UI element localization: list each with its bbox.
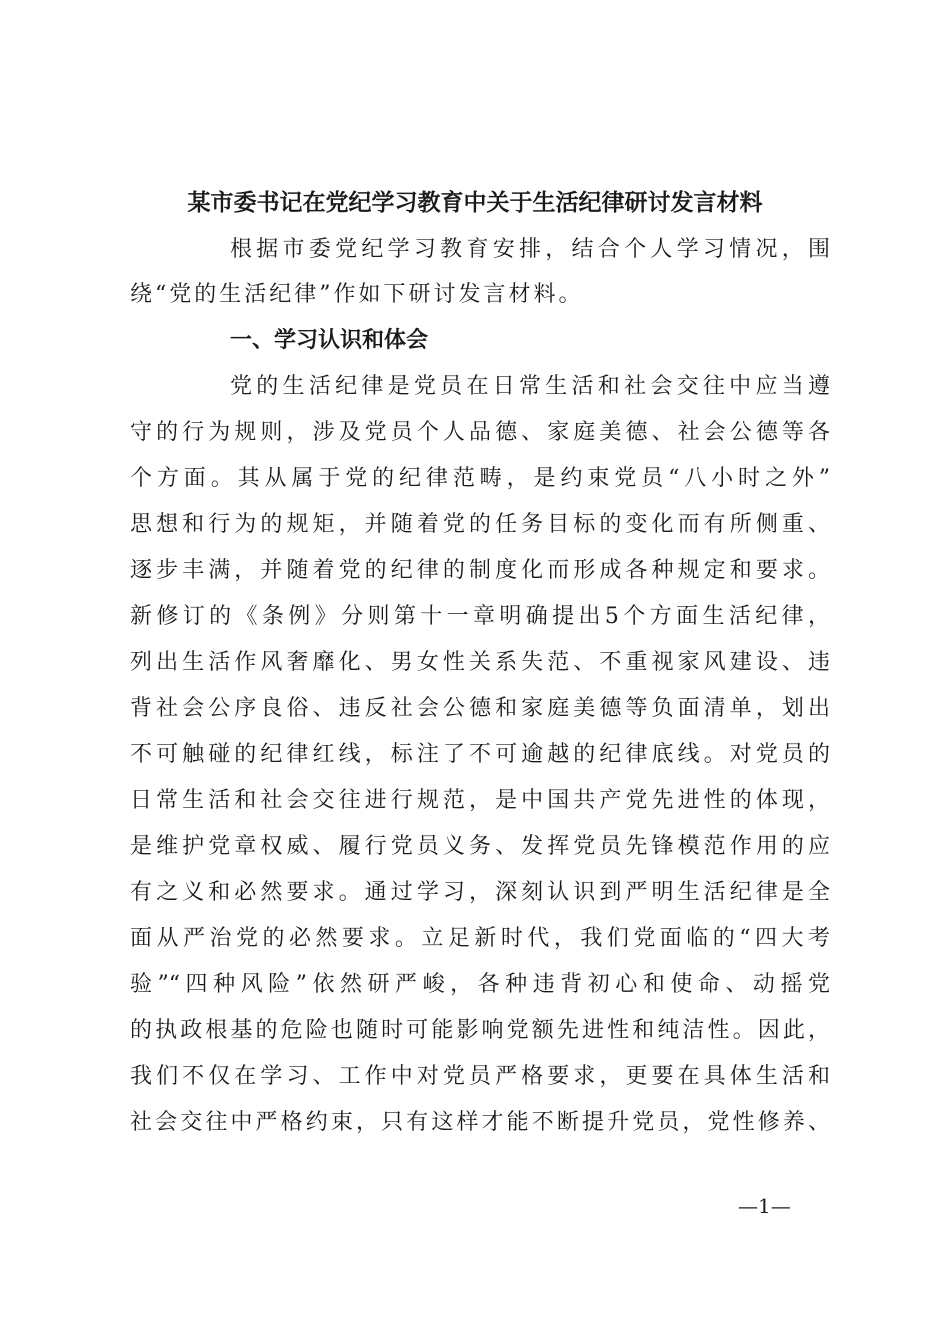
body-line: 不可触碰的纪律红线，标注了不可逾越的纪律底线。对党员的 — [130, 742, 830, 767]
body-line: 验”“四种风险”依然研严峻，各种违背初心和使命、动摇党 — [130, 972, 830, 997]
body-line: 守的行为规则，涉及党员个人品德、家庭美德、社会公德等各 — [130, 420, 830, 445]
intro-line: 根据市委党纪学习教育安排，结合个人学习情况，围 — [230, 237, 830, 262]
body-line: 是维护党章权威、履行党员义务、发挥党员先锋模范作用的应 — [130, 834, 830, 859]
body-line: 逐步丰满，并随着党的纪律的制度化而形成各种规定和要求。 — [130, 558, 830, 583]
body-line: 思想和行为的规矩，并随着党的任务目标的变化而有所侧重、 — [130, 512, 830, 537]
document-title: 某市委书记在党纪学习教育中关于生活纪律研讨发言材料 — [187, 189, 763, 216]
section-heading: 一、学习认识和体会 — [230, 328, 429, 353]
body-line: 我们不仅在学习、工作中对党员严格要求，更要在具体生活和 — [130, 1064, 830, 1089]
body-line: 面从严治党的必然要求。立足新时代，我们党面临的“四大考 — [130, 926, 830, 951]
body-line: 社会交往中严格约束，只有这样才能不断提升党员，党性修养、 — [130, 1110, 830, 1135]
intro-line: 绕“党的生活纪律”作如下研讨发言材料。 — [130, 282, 584, 307]
body-line: 的执政根基的危险也随时可能影响党额先进性和纯洁性。因此， — [130, 1018, 830, 1043]
body-line: 列出生活作风奢靡化、男女性关系失范、不重视家风建设、违 — [130, 650, 830, 675]
body-line: 个方面。其从属于党的纪律范畴，是约束党员“八小时之外” — [130, 466, 830, 491]
body-line: 党的生活纪律是党员在日常生活和社会交往中应当遵 — [230, 374, 830, 399]
body-line: 日常生活和社会交往进行规范，是中国共产党先进性的体现， — [130, 788, 830, 813]
body-line: 背社会公序良俗、违反社会公德和家庭美德等负面清单，划出 — [130, 696, 830, 721]
body-line: 有之义和必然要求。通过学习，深刻认识到严明生活纪律是全 — [130, 880, 830, 905]
body-line: 新修订的《条例》分则第十一章明确提出5个方面生活纪律， — [130, 604, 830, 629]
page-number: —1— — [738, 1194, 791, 1218]
